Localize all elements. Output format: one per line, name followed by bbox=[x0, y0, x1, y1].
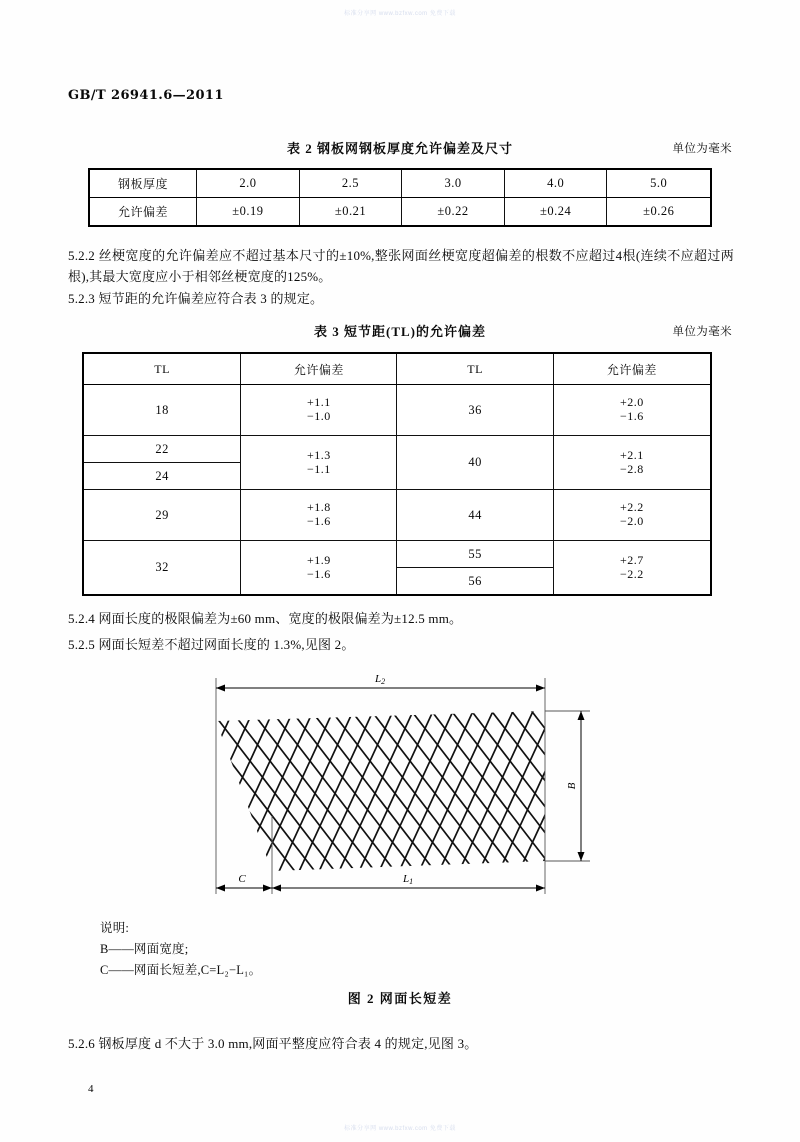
dimension-b bbox=[566, 711, 581, 861]
dimension-c bbox=[216, 873, 272, 888]
clause-5-2-4: 5.2.4 网面长度的极限偏差为±60 mm、宽度的极限偏差为±12.5 mm。 bbox=[68, 611, 463, 626]
table-row bbox=[89, 169, 711, 198]
table3-header-1: 允许偏差 bbox=[241, 353, 397, 385]
table3-right-tl-0: 36 bbox=[397, 385, 553, 436]
tol-minus: −2.2 bbox=[619, 566, 644, 581]
tol-plus: +1.8 bbox=[306, 500, 331, 515]
clause-5-2-3: 5.2.3 短节距的允许偏差应符合表 3 的规定。 bbox=[68, 291, 324, 306]
table-short-pitch-tolerance bbox=[82, 352, 712, 596]
table-row bbox=[83, 353, 711, 385]
table2-cell-0-3: 4.0 bbox=[504, 169, 607, 198]
clause-5-2-2: 5.2.2 丝梗宽度的允许偏差应不超过基本尺寸的±10%,整张网面丝梗宽度超偏差的根数不应超过4根(连续不应超过两根),其最大宽度应小于相邻丝梗宽度的125%。 bbox=[68, 248, 734, 284]
figure-2-expanded-mesh bbox=[190, 666, 610, 906]
clause-5-2-6: 5.2.6 钢板厚度 d 不大于 3.0 mm,网面平整度应符合表 4 的规定,见图 3。 bbox=[68, 1036, 478, 1051]
figure-2-legend-b: B——网面宽度; bbox=[100, 942, 189, 956]
watermark-bottom: 标准分享网 www.bzfxw.com 免费下载 bbox=[344, 1126, 456, 1132]
dimension-l1 bbox=[272, 873, 545, 888]
table3-left-tol-1 bbox=[241, 436, 397, 490]
tol-minus: −1.6 bbox=[306, 514, 331, 528]
clause-5-2-5: 5.2.5 网面长短差不超过网面长度的 1.3%,见图 2。 bbox=[68, 637, 355, 652]
table2-row-header-0: 钢板厚度 bbox=[89, 169, 197, 198]
tol-minus: −1.1 bbox=[306, 461, 331, 476]
table3-right-tol-0 bbox=[553, 385, 711, 436]
table2-cell-1-4: ±0.26 bbox=[607, 198, 711, 227]
table2-cell-1-2: ±0.22 bbox=[402, 198, 505, 227]
table3-left-tl-0: 18 bbox=[83, 385, 241, 436]
table3-left-tol-2 bbox=[241, 490, 397, 541]
table2-row-header-1: 允许偏差 bbox=[89, 198, 197, 227]
mesh-pattern bbox=[190, 696, 610, 891]
tol-minus: −2.8 bbox=[619, 461, 644, 476]
table-row bbox=[83, 490, 711, 541]
table3-header-0: TL bbox=[83, 353, 241, 385]
page-number: 4 bbox=[88, 1083, 94, 1095]
figure-2-svg bbox=[190, 666, 610, 906]
tol-plus: +1.1 bbox=[306, 395, 331, 410]
table2-caption: 表 2 钢板网钢板厚度允许偏差及尺寸 bbox=[286, 141, 513, 156]
table3-left-tl-1a: 22 bbox=[83, 436, 241, 463]
table2-cell-0-1: 2.5 bbox=[299, 169, 402, 198]
tol-plus: +1.3 bbox=[306, 447, 331, 462]
table2-unit-note: 单位为毫米 bbox=[672, 143, 732, 155]
figure-2-legend-c: C——网面长短差,C=L₂−L₁。 bbox=[100, 963, 262, 977]
watermark-top: 标准分享网 www.bzfxw.com 免费下载 bbox=[344, 11, 456, 17]
dimension-l2 bbox=[216, 673, 545, 688]
standard-number: GB/T 26941.6—2011 bbox=[68, 88, 224, 103]
dimension-label-l1: L1 bbox=[402, 873, 414, 886]
table3-right-tl-2: 44 bbox=[397, 490, 553, 541]
table3-right-tol-2 bbox=[553, 490, 711, 541]
dimension-label-b: B bbox=[566, 782, 578, 790]
table3-left-tol-3 bbox=[241, 541, 397, 596]
table3-header-2: TL bbox=[397, 353, 553, 385]
table2-cell-0-2: 3.0 bbox=[402, 169, 505, 198]
table-row bbox=[89, 198, 711, 227]
table3-unit-note: 单位为毫米 bbox=[672, 326, 732, 338]
table3-left-tl-2: 29 bbox=[83, 490, 241, 541]
table3-caption: 表 3 短节距(TL)的允许偏差 bbox=[313, 324, 486, 339]
table2-cell-1-3: ±0.24 bbox=[504, 198, 607, 227]
table2-cell-0-0: 2.0 bbox=[197, 169, 300, 198]
table3-left-tl-1b: 24 bbox=[83, 463, 241, 490]
table-row bbox=[83, 541, 711, 568]
table-row bbox=[83, 436, 711, 463]
table3-right-tl-3a: 55 bbox=[397, 541, 553, 568]
figure-2-legend-title: 说明: bbox=[100, 921, 130, 935]
table3-header-3: 允许偏差 bbox=[553, 353, 711, 385]
dimension-label-c: C bbox=[238, 873, 246, 885]
dimension-label-l2: L2 bbox=[374, 673, 386, 686]
tol-plus: +1.9 bbox=[306, 552, 331, 567]
tol-plus: +2.0 bbox=[619, 395, 644, 410]
table2-cell-0-4: 5.0 bbox=[607, 169, 711, 198]
table3-right-tol-1 bbox=[553, 436, 711, 490]
table-steel-plate-thickness bbox=[88, 168, 712, 227]
tol-plus: +2.7 bbox=[619, 552, 644, 567]
table3-right-tl-3b: 56 bbox=[397, 568, 553, 596]
tol-minus: −1.0 bbox=[306, 409, 331, 423]
figure-2-caption: 图 2 网面长短差 bbox=[347, 991, 453, 1006]
tol-minus: −1.6 bbox=[306, 566, 331, 581]
table3-left-tol-0 bbox=[241, 385, 397, 436]
table-row bbox=[83, 385, 711, 436]
table2-cell-1-0: ±0.19 bbox=[197, 198, 300, 227]
table3-right-tol-3 bbox=[553, 541, 711, 596]
table3-left-tl-3: 32 bbox=[83, 541, 241, 596]
table2-cell-1-1: ±0.21 bbox=[299, 198, 402, 227]
tol-plus: +2.1 bbox=[619, 447, 644, 462]
tol-minus: −2.0 bbox=[619, 514, 644, 528]
tol-minus: −1.6 bbox=[619, 409, 644, 423]
tol-plus: +2.2 bbox=[619, 500, 644, 515]
table3-right-tl-1: 40 bbox=[397, 436, 553, 490]
